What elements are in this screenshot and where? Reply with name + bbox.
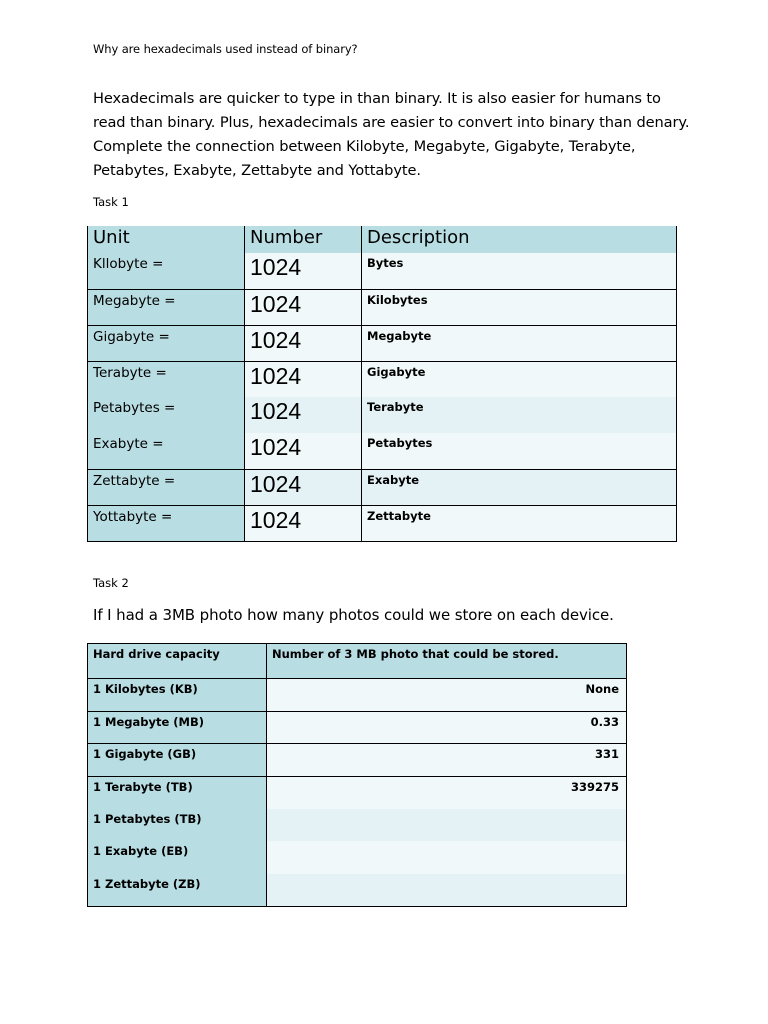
number-cell: 1024 [245, 253, 362, 289]
table-header-row [88, 644, 627, 679]
number-cell: 1024 [245, 397, 362, 433]
unit-cell: Zettabyte = [88, 469, 245, 505]
table-row [88, 289, 677, 325]
table-row [88, 505, 677, 541]
description-cell: Megabyte [362, 325, 677, 361]
table-row [88, 469, 677, 505]
photo-storage-table [87, 643, 627, 907]
unit-cell: Yottabyte = [88, 505, 245, 541]
column-header-photos-stored: Number of 3 MB photo that could be stored. [267, 644, 627, 679]
question-heading: Why are hexadecimals used instead of binary? [93, 42, 358, 56]
description-cell: Exabyte [362, 469, 677, 505]
description-cell: Petabytes [362, 433, 677, 469]
photos-stored-cell [267, 809, 627, 842]
table-row [88, 679, 627, 712]
table-row [88, 325, 677, 361]
number-cell: 1024 [245, 433, 362, 469]
photos-stored-cell [267, 874, 627, 907]
description-cell: Gigabyte [362, 361, 677, 397]
capacity-cell: 1 Terabyte (TB) [88, 776, 267, 809]
capacity-cell: 1 Zettabyte (ZB) [88, 874, 267, 907]
task2-label: Task 2 [93, 576, 129, 590]
task1-label: Task 1 [93, 195, 129, 209]
table-row [88, 776, 627, 809]
capacity-cell: 1 Kilobytes (KB) [88, 679, 267, 712]
photos-stored-cell: 0.33 [267, 711, 627, 744]
capacity-cell: 1 Petabytes (TB) [88, 809, 267, 842]
unit-cell: Gigabyte = [88, 325, 245, 361]
unit-conversion-table [87, 226, 677, 542]
column-header-number: Number [245, 226, 362, 253]
number-cell: 1024 [245, 361, 362, 397]
table-row [88, 433, 677, 469]
column-header-capacity: Hard drive capacity [88, 644, 267, 679]
table-row [88, 361, 677, 397]
intro-paragraph: Hexadecimals are quicker to type in than binary. It is also easier for humans to read than binary. Plus, hexadecimals are easier to convert into binary than denary. Complete the connection between Kilobyte, Megabyte, Gigabyte, Terabyte, Petabytes, Exabyte, Zettabyte and Yottabyte. [93, 90, 690, 179]
unit-cell: Exabyte = [88, 433, 245, 469]
capacity-cell: 1 Megabyte (MB) [88, 711, 267, 744]
unit-cell: Terabyte = [88, 361, 245, 397]
number-cell: 1024 [245, 289, 362, 325]
column-header-description: Description [362, 226, 677, 253]
number-cell: 1024 [245, 505, 362, 541]
capacity-cell: 1 Gigabyte (GB) [88, 744, 267, 777]
capacity-cell: 1 Exabyte (EB) [88, 841, 267, 874]
table-row [88, 253, 677, 289]
table-row [88, 874, 627, 907]
photos-stored-cell: None [267, 679, 627, 712]
photos-stored-cell: 331 [267, 744, 627, 777]
number-cell: 1024 [245, 469, 362, 505]
description-cell: Zettabyte [362, 505, 677, 541]
unit-cell: Petabytes = [88, 397, 245, 433]
unit-cell: Kllobyte = [88, 253, 245, 289]
table-row [88, 744, 627, 777]
table-row [88, 711, 627, 744]
photos-stored-cell: 339275 [267, 776, 627, 809]
description-cell: Kilobytes [362, 289, 677, 325]
table-row [88, 397, 677, 433]
column-header-unit: Unit [88, 226, 245, 253]
task2-question: If I had a 3MB photo how many photos could we store on each device. [93, 606, 614, 624]
photos-stored-cell [267, 841, 627, 874]
table-row [88, 841, 627, 874]
number-cell: 1024 [245, 325, 362, 361]
table-row [88, 809, 627, 842]
description-cell: Bytes [362, 253, 677, 289]
unit-cell: Megabyte = [88, 289, 245, 325]
description-cell: Terabyte [362, 397, 677, 433]
table-header-row [88, 226, 677, 253]
